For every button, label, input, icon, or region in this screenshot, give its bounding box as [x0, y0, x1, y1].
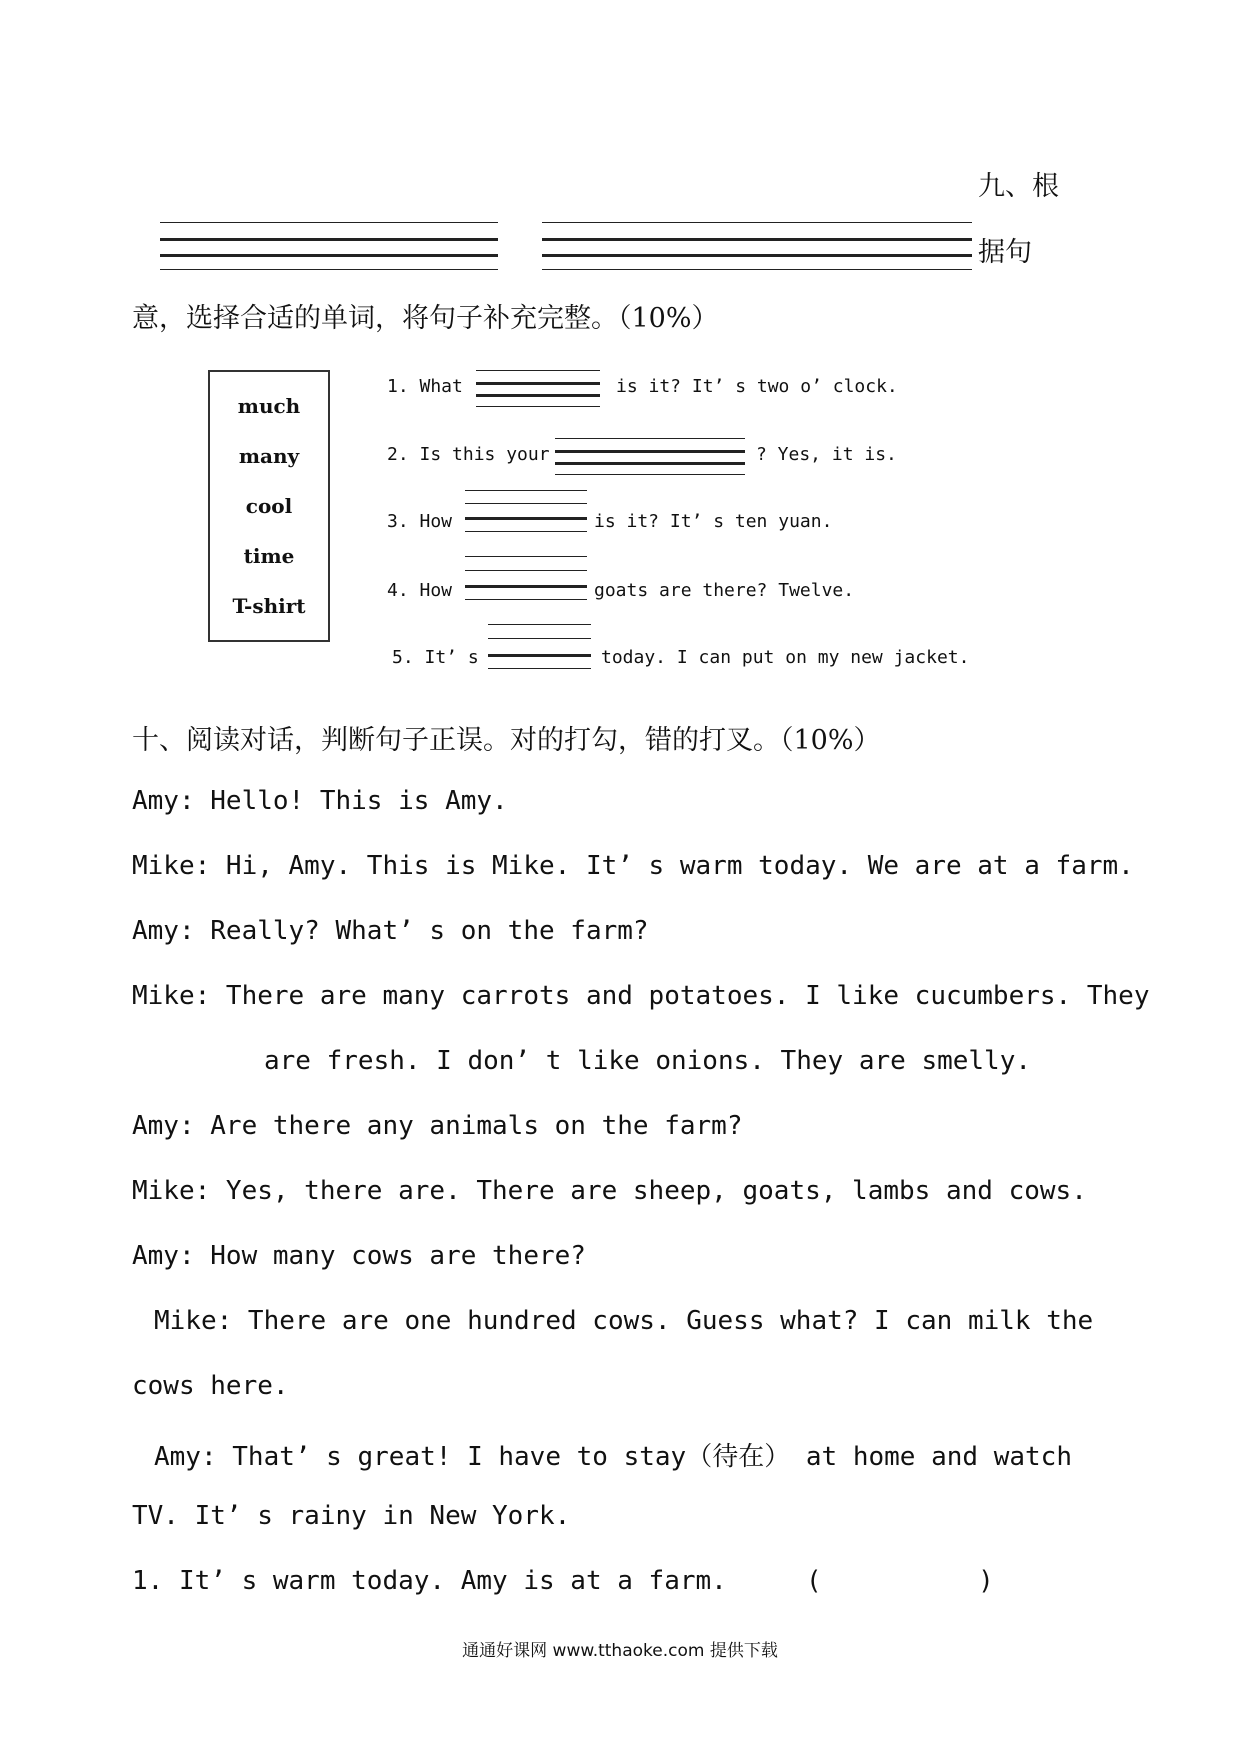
- word-bank-item: T-shirt: [232, 594, 306, 618]
- word-bank: [208, 370, 330, 642]
- dialogue-line: Amy: Really? What’ s on the farm?: [132, 916, 649, 946]
- dialogue-line: Mike: There are one hundred cows. Guess what? I can milk the: [154, 1306, 1094, 1336]
- question-5-before: 5. It’ s: [392, 647, 479, 668]
- question-5-after: today. I can put on my new jacket.: [601, 647, 970, 668]
- question-3-before: 3. How: [387, 511, 453, 532]
- dialogue-line: are fresh. I don’ t like onions. They are smelly.: [264, 1046, 1032, 1076]
- question-1-after: is it? It’ s two o’ clock.: [616, 376, 898, 397]
- dialogue-line: Mike: Hi, Amy. This is Mike. It’ s warm today. We are at a farm.: [132, 851, 1134, 881]
- question-2-after: ? Yes, it is.: [756, 444, 897, 465]
- dialogue-line: TV. It’ s rainy in New York.: [132, 1501, 571, 1531]
- section10-heading: 十、阅读对话，判断句子正误。对的打勾，错的打叉。（10%）: [132, 725, 881, 756]
- word-bank-item: time: [243, 544, 295, 568]
- question-4-before: 4. How: [387, 580, 453, 601]
- dialogue-line: Amy: Hello! This is Amy.: [132, 786, 508, 816]
- question-3-after: is it? It’ s ten yuan.: [594, 511, 833, 532]
- word-bank-item: cool: [245, 494, 293, 518]
- dialogue-line: Amy: That’ s great! I have to stay（待在） at home and watch: [154, 1442, 1072, 1472]
- word-bank-item: much: [237, 394, 301, 418]
- dialogue-line: Mike: Yes, there are. There are sheep, goats, lambs and cows.: [132, 1176, 1087, 1206]
- section9-heading-part3: 意，选择合适的单词，将句子补充完整。（10%）: [132, 303, 719, 334]
- section9-heading-part1: 九、根: [978, 171, 1059, 202]
- section9-heading-part2: 据句: [978, 237, 1032, 268]
- statement-1: 1. It’ s warm today. Amy is at a farm.: [132, 1566, 727, 1596]
- question-4-after: goats are there? Twelve.: [594, 580, 855, 601]
- dialogue-line: Amy: Are there any animals on the farm?: [132, 1111, 743, 1141]
- dialogue-line: Amy: How many cows are there?: [132, 1241, 586, 1271]
- question-1-before: 1. What: [387, 376, 463, 397]
- dialogue-line: cows here.: [132, 1371, 289, 1401]
- word-bank-item: many: [238, 444, 300, 468]
- footer: 通通好课网 www.tthaoke.com 提供下载: [462, 1641, 778, 1661]
- question-2-before: 2. Is this your: [387, 444, 550, 465]
- statement-1-answer-bracket[interactable]: ( ): [806, 1566, 994, 1596]
- dialogue-line: Mike: There are many carrots and potatoes. I like cucumbers. They: [132, 981, 1150, 1011]
